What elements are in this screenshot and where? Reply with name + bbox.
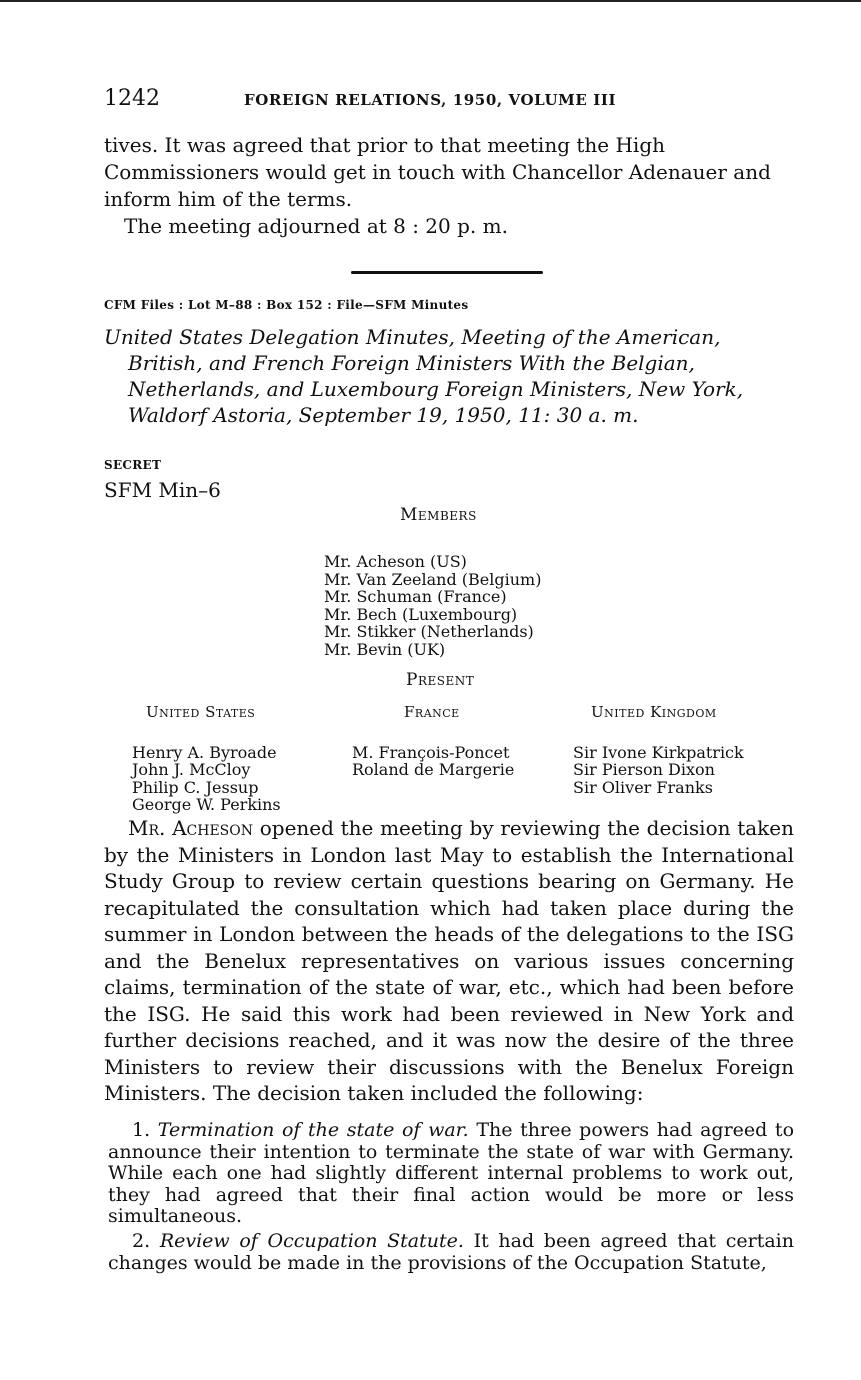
attendee-name: George W. Perkins	[132, 795, 281, 814]
opening-text: opened the meeting by reviewing the decision taken by the Ministers in London last May to establish the International Study Group to review certain questions bearing on Germany. He recapitulated the consultation which had taken place during the summer in London between the heads of the delegations to the ISG and the Benelux representatives on various issues concerning claims, termination of the state of war, etc., which had been before the ISG. He said this work had been reviewed in New York and further decisions reached, and it was now the desire of the three Ministers to review their discussions with the Benelux Foreign Ministers. The decision taken included the following:	[104, 816, 795, 1105]
continuation-paragraph: tives. It was agreed that prior to that meeting the High Commissioners would get in touch with Chancellor Adenauer and inform him of the terms.	[104, 133, 771, 211]
running-head: FOREIGN RELATIONS, 1950, VOLUME III	[244, 91, 617, 109]
column-heading-france: France	[404, 703, 460, 721]
adjournment-line: The meeting adjourned at 8 : 20 p. m.	[124, 214, 508, 238]
attendee-name: M. François-Poncet	[352, 742, 510, 762]
present-column-us	[132, 704, 281, 814]
present-heading: Present	[406, 670, 475, 690]
attendee-name: Philip C. Jessup	[132, 777, 259, 797]
document-title: United States Delegation Minutes, Meeting of the American, British, and French Foreign Ministers With the Belgian, Netherlands, and Luxembourg Foreign Ministers, New York, Waldorf Astoria, September 19, 1950, 11: 30 a. m.	[104, 325, 744, 427]
page-header	[104, 86, 794, 116]
attendee-name: Sir Oliver Franks	[573, 777, 713, 797]
opening-paragraph	[104, 815, 794, 1107]
source-citation: CFM Files : Lot M–88 : Box 152 : File—SFM Minutes	[104, 298, 469, 312]
member-item: Mr. Bevin (UK)	[324, 639, 446, 659]
attendee-name: Sir Ivone Kirkpatrick	[573, 742, 744, 762]
item-heading: Termination of the state of war.	[157, 1119, 469, 1141]
item-heading: Review of Occupation Statute.	[159, 1230, 464, 1252]
item-text: The three powers had agreed to announce their intention to terminate the state of war with Germany. While each one had slightly different internal problems to work out, they had agreed that their final action would be more or less simultaneous.	[108, 1119, 795, 1227]
member-item: Mr. Acheson (US)	[324, 552, 467, 571]
members-list	[324, 553, 541, 658]
item-number: 2.	[132, 1230, 151, 1252]
section-divider	[351, 271, 543, 274]
item-text: It had been agreed that certain changes would be made in the provisions of the Occupation Statute,	[108, 1230, 794, 1274]
present-column-uk	[573, 704, 744, 796]
list-item-1	[108, 1120, 794, 1228]
present-column-france	[352, 704, 514, 779]
page-number: 1242	[104, 86, 160, 111]
speaker-name: Mr. Acheson	[128, 816, 253, 840]
attendee-name: Roland de Margerie	[352, 760, 515, 779]
column-heading-uk: United Kingdom	[591, 703, 717, 721]
column-heading-us: United States	[146, 703, 256, 721]
member-item: Mr. Bech (Luxembourg)	[324, 604, 518, 624]
list-item-2	[108, 1231, 794, 1274]
item-number: 1.	[132, 1119, 151, 1141]
member-item: Mr. Schuman (France)	[324, 587, 507, 606]
member-item: Mr. Van Zeeland (Belgium)	[324, 569, 542, 589]
document-number: SFM Min–6	[104, 478, 221, 502]
members-heading: Members	[400, 505, 477, 525]
top-border-rule	[0, 0, 861, 2]
attendee-name: John J. McCloy	[132, 760, 251, 779]
attendee-name: Sir Pierson Dixon	[573, 760, 715, 779]
classification-label: SECRET	[104, 458, 162, 472]
member-item: Mr. Stikker (Netherlands)	[324, 622, 534, 641]
attendee-name: Henry A. Byroade	[132, 742, 277, 762]
